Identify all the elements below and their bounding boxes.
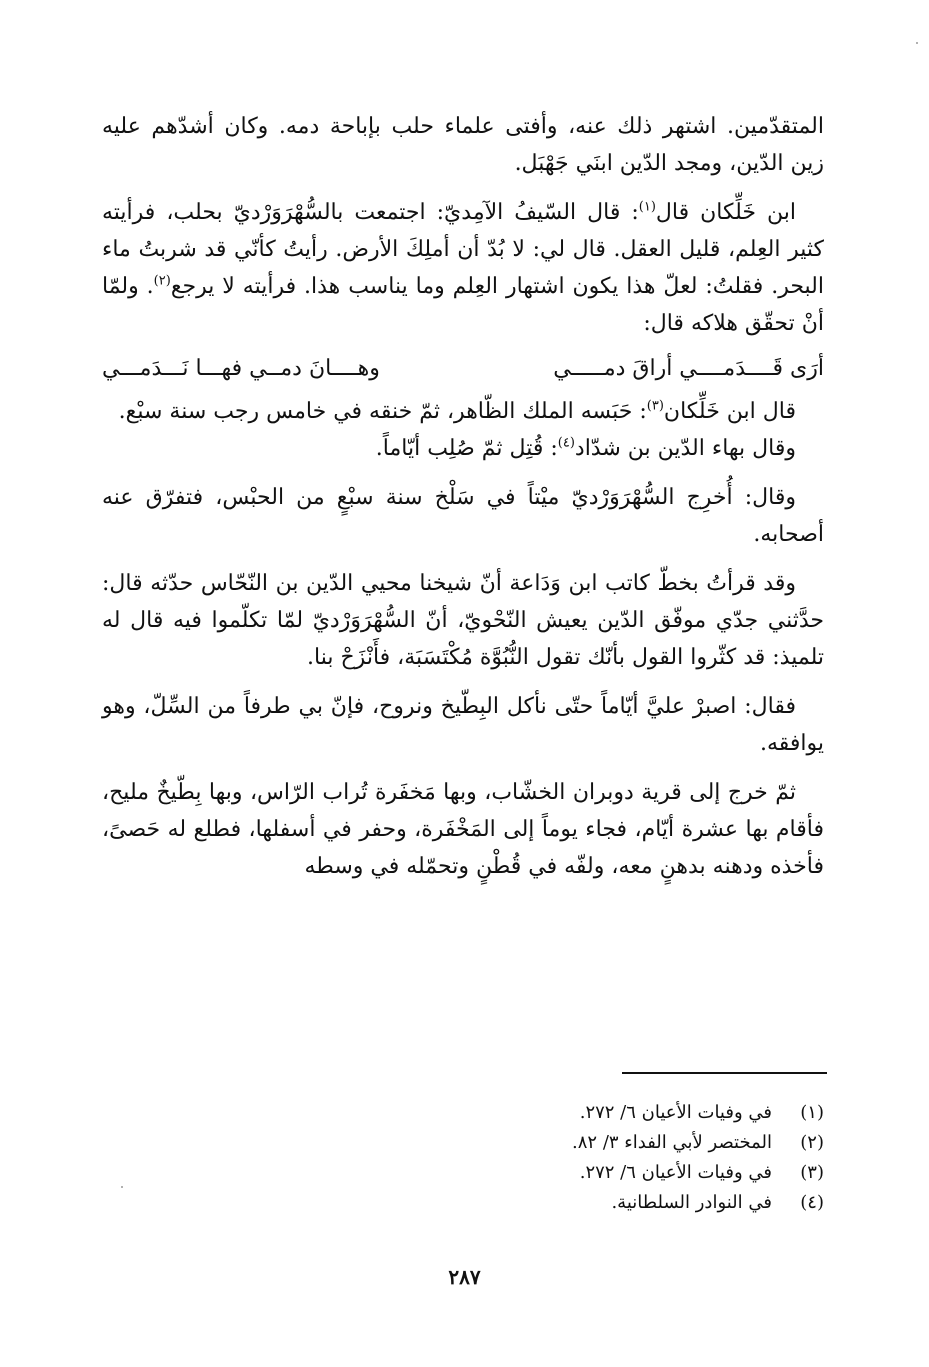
footnote-number: (٢) — [800, 1132, 824, 1153]
footnote-number: (٤) — [800, 1192, 824, 1213]
footnote-item — [324, 1128, 824, 1158]
footnote-text: المختصر لأبي الفداء ٣/ ٨٢. — [572, 1132, 772, 1153]
footnote-number: (١) — [800, 1102, 824, 1123]
footnote-item — [324, 1098, 824, 1128]
scan-speck — [916, 42, 918, 44]
paragraph-4 — [102, 430, 824, 467]
verse-second-hemistich: وهــــانَ دمــي فهـــا نَـــدَمـــي — [102, 356, 380, 381]
footnote-text: في النوادر السلطانية. — [611, 1192, 772, 1213]
scan-speck — [121, 1186, 123, 1188]
paragraph-1: المتقدّمين. اشتهر ذلك عنه، وأفتى علماء حلب بإباحة دمه. وكان أشدّهم عليه زين الدّين، ومجد الدّين ابنَي جَهْبَل. — [102, 114, 824, 176]
paragraph-2-part-c: . ولمّا أنْ تحقّق هلاكه قال: — [102, 274, 824, 336]
verse-first-hemistich: أرَى قَــــدَمــــي أراقَ دمـــــي — [553, 356, 824, 381]
paragraph-2-part-b: : قال السّيفُ الآمِديّ: اجتمعت بالسُّهْرَوَرْديّ بحلب، فرأيته كثير العِلم، قليل العقل. قال لي: لا بُدّ أن أملِكَ الأرض. رأيتُ كأنّي قد شربتُ ماء البحر. فقلتُ: لعلّ هذا يكون اشتهار العِلم وما يناسب هذا. فرأيته لا يرجع — [102, 200, 824, 299]
footnote-text: في وفيات الأعيان ٦/ ٢٧٢. — [579, 1162, 772, 1183]
paragraph-6: وقد قرأتُ بخطّ كاتب ابن وَدَاعة أنّ شيخنا محيي الدّين بن النّحّاس حدّثه قال: حدَّثني جدّي موفّق الدّين يعيش النّحْويّ، أنّ السُّهْرَوَرْديّ لمّا تكلّموا فيه قال له تلميذ: قد كثّروا القول بأنّك تقول النُّبُوَّة مُكْتَسَبَة، فأَنْزَحْ بنا. — [102, 571, 824, 670]
footnote-number: (٣) — [800, 1162, 824, 1183]
paragraph-7: فقال: اصبرْ عليَّ أيّاماً حتّى نأكل البِطّيخ ونروح، فإنّ بي طرفاً من السِّلّ، وهو يوافقه. — [102, 694, 824, 756]
paragraph-3-part-a: قال ابن خَلِّكان — [663, 399, 796, 424]
main-text — [102, 108, 824, 885]
footnote-text: في وفيات الأعيان ٦/ ٢٧٢. — [579, 1102, 772, 1123]
paragraph-4-part-b: : قُتِل ثمّ صُلِب أيّاماً. — [375, 436, 558, 461]
footnote-ref-1[interactable]: (١) — [638, 199, 656, 215]
footnote-item — [324, 1188, 824, 1218]
paragraph-3 — [102, 393, 824, 430]
paragraph-2-part-a: ابن خَلِّكان قال — [655, 200, 796, 225]
footnote-separator — [622, 1072, 827, 1074]
poem-verse — [102, 350, 824, 387]
paragraph-4-part-a: وقال بهاء الدّين بن شدّاد — [574, 436, 796, 461]
footnote-ref-2[interactable]: (٢) — [153, 273, 171, 289]
footnote-item — [324, 1158, 824, 1188]
page-number: ٢٨٧ — [448, 1265, 481, 1289]
paragraph-5: وقال: أُخرِج السُّهْرَوَرْديّ ميْتاً في سَلْخ سنة سبْعٍ من الحبْس، فتفرّق عنه أصحابه. — [102, 485, 824, 547]
footnote-ref-3[interactable]: (٣) — [646, 398, 664, 414]
footnotes — [324, 1098, 824, 1218]
paragraph-3-part-b: : حَبَسه الملك الظّاهر، ثمّ خنقه في خامس رجب سنة سبْع. — [118, 399, 647, 424]
paragraph-8: ثمّ خرج إلى قرية دوبران الخشّاب، وبها مَخفَرة تُراب الرّاس، وبها بِطّيخٌ مليح، فأقام بها عشرة أيّام، فجاء يوماً إلى المَخْفَرة، وحفر في أسفلها، فطلع له حَصىً، فأخذه ودهنه بدهنٍ معه، ولفّه في قُطْنٍ وتحمّله في وسطه — [102, 780, 824, 879]
paragraph-2 — [102, 194, 824, 342]
footnote-ref-4[interactable]: (٤) — [557, 435, 575, 451]
